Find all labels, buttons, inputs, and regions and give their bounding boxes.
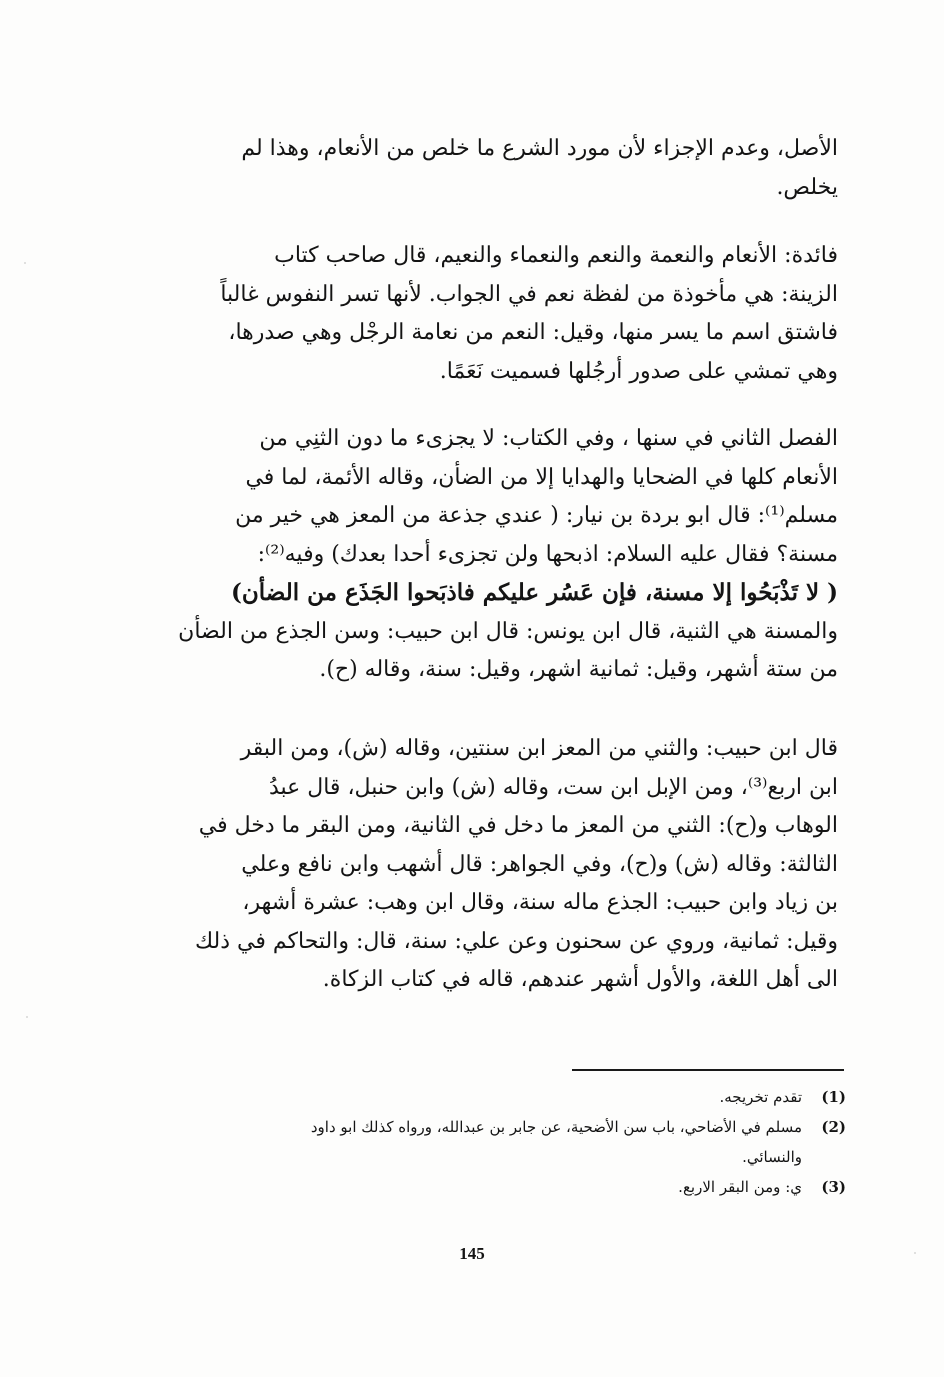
footnote-3 bbox=[170, 1172, 846, 1202]
footnote-line: مسلم في الأضاحي، باب سن الأضحية، عن جابر بن عبدالله، ورواه كذلك ابو داود bbox=[310, 1118, 802, 1136]
footnote-text bbox=[170, 1112, 802, 1172]
hadith-quote-line: ( لا تَذْبَحُوا إلا مسنة، فإن عَسُر عليكم فاذبَحوا الجَذَع من الضأن) bbox=[231, 579, 838, 606]
text-line: الفصل الثاني في سنها ، وفي الكتاب: لا يجزىء ما دون الثنِي من bbox=[259, 426, 838, 451]
text-line: الزينة: هي مأخوذة من لفظة نعم في الجواب. لأنها تسر النفوس غالباً bbox=[220, 281, 838, 307]
text-line: الثالثة: وقاله (ش) و(ح)، وفي الجواهر: قال أشهب وابن نافع وعلي bbox=[241, 851, 838, 877]
scan-speck bbox=[24, 262, 26, 264]
footnote-text bbox=[170, 1172, 802, 1202]
page-number: 145 bbox=[459, 1244, 485, 1263]
footnote-2 bbox=[170, 1112, 846, 1172]
text-line: مسلم⁽¹⁾: قال ابو بردة بن نيار: ( عندي جذعة من المعز هي خير من bbox=[235, 503, 838, 528]
scan-speck bbox=[26, 1016, 28, 1018]
text-line: وهي تمشي على صدور أرجُلها فسميت نَعَمًا. bbox=[439, 358, 838, 384]
footnote-line: تقدم تخريجه. bbox=[719, 1088, 802, 1106]
footnotes bbox=[170, 1082, 846, 1202]
footnote-text bbox=[170, 1082, 802, 1112]
paragraph-3 bbox=[170, 420, 838, 690]
text-line: وقيل: ثمانية، وروي عن سحنون وعن علي: سنة، قال: والتحاكم في ذلك bbox=[195, 928, 838, 954]
text-line: ابن اربع⁽³⁾، ومن الإبل ابن ست، وقاله (ش) وابن حنبل، قال عبدُ bbox=[268, 774, 838, 800]
text-line: الأنعام كلها في الضحايا والهدايا إلا من الضأن، وقاله الأئمة، لما في bbox=[245, 464, 838, 490]
text-line: فائدة: الأنعام والنعمة والنعم والنعماء والنعيم، قال صاحب كتاب bbox=[274, 243, 838, 268]
text-line: بن زياد وابن حبيب: الجذع ماله سنة، وقال ابن وهب: عشرة أشهر، bbox=[242, 890, 838, 915]
footnote-line: والنسائي. bbox=[742, 1148, 802, 1166]
text-line: الوهاب و(ح): الثني من المعز ما دخل في الثانية، ومن البقر ما دخل في bbox=[198, 813, 838, 838]
footnote-number: (1) bbox=[821, 1088, 846, 1106]
text-line: مسنة؟ فقال عليه السلام: اذبحها ولن تجزىء أحدا بعدك) وفيه⁽²⁾: bbox=[257, 541, 838, 567]
text-line: الى أهل اللغة، والأول أشهر عندهم، قاله في كتاب الزكاة. bbox=[322, 967, 838, 992]
footnote-number: (3) bbox=[821, 1178, 846, 1196]
footnote-1 bbox=[170, 1082, 846, 1112]
text-line: قال ابن حبيب: والثني من المعز ابن سنتين، وقاله (ش)، ومن البقر bbox=[240, 736, 838, 761]
paragraph-4 bbox=[170, 730, 838, 1000]
footnote-separator bbox=[572, 1069, 844, 1071]
text-line: يخلص. bbox=[776, 174, 838, 200]
footnote-line: ي: ومن البقر الاربع. bbox=[678, 1178, 802, 1196]
footnote-number: (2) bbox=[821, 1118, 846, 1136]
text-line: فاشتق اسم ما يسر منها، وقيل: النعم من نعامة الرجْل وهي صدرها، bbox=[228, 320, 838, 345]
paragraph-2 bbox=[170, 237, 838, 391]
text-line: الأصل، وعدم الإجزاء لأن مورد الشرع ما خلص من الأنعام، وهذا لم bbox=[241, 136, 838, 161]
text-line: والمسنة هي الثنية، قال ابن يونس: قال ابن حبيب: وسن الجذع من الضأن bbox=[178, 618, 838, 644]
paragraph-1 bbox=[170, 130, 838, 207]
text-line: من ستة أشهر، وقيل: ثمانية اشهر، وقيل: سنة، وقاله (ح). bbox=[319, 657, 838, 682]
